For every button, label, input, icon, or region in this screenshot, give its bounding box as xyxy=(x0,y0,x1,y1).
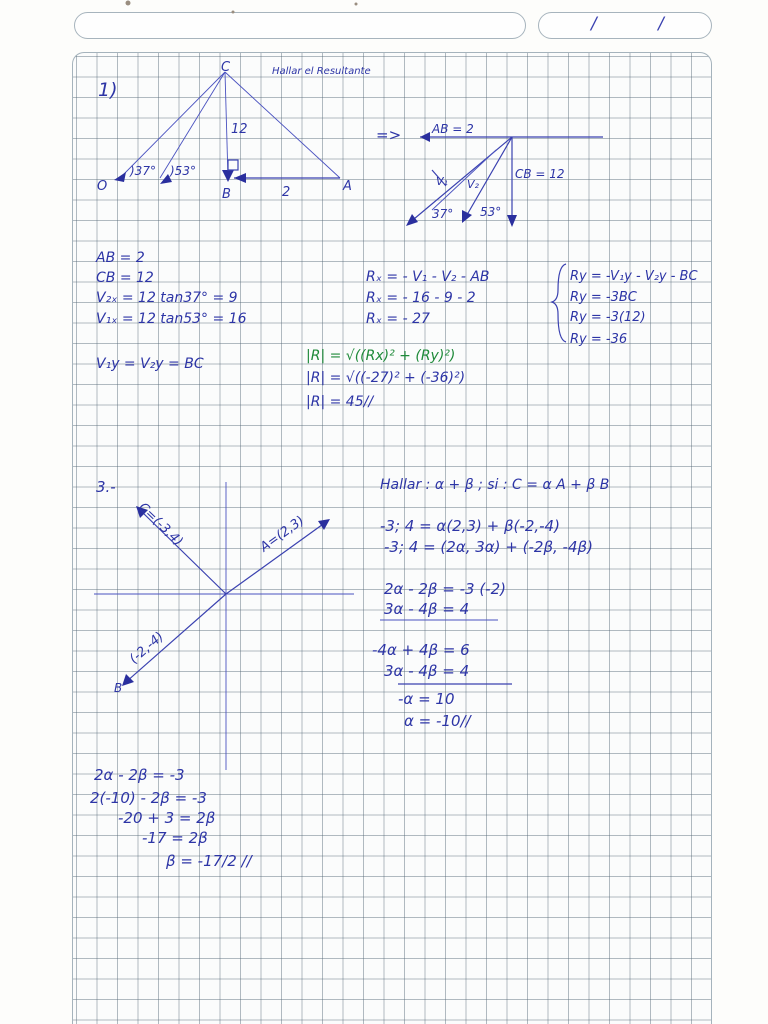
line-oc xyxy=(120,72,225,178)
vector-b-label: (-2,-4) xyxy=(126,629,167,668)
solution-line: -α = 10 xyxy=(398,690,455,708)
paper-mark xyxy=(355,3,358,6)
given-line: V₂ₓ = 12 tan37° = 9 xyxy=(96,290,238,306)
angle-53: )53° xyxy=(170,164,196,178)
system-line: 3α - 4β = 4 xyxy=(384,600,470,618)
ry-line: Ry = -3(12) xyxy=(570,310,646,325)
problem3-number: 3.- xyxy=(96,478,116,496)
ry-line: Ry = -V₁y - V₂y - BC xyxy=(570,269,698,284)
system-line: 2α - 2β = -3 (-2) xyxy=(384,580,506,598)
label-v1: V₁ xyxy=(436,175,448,188)
angle-53-fig2: 53° xyxy=(480,205,502,219)
arrow-head xyxy=(318,519,330,530)
label-a: A xyxy=(343,179,352,194)
label-ab: AB = 2 xyxy=(432,122,474,136)
problem1-components xyxy=(366,264,698,347)
arrow-head xyxy=(406,214,418,226)
problem1-givens xyxy=(95,250,247,372)
problem3-vector-plot xyxy=(94,482,354,770)
v-equality: V₁y = V₂y = BC xyxy=(96,356,204,372)
problem1-figure1 xyxy=(97,60,352,202)
vector-c-label: C=(-3,4) xyxy=(135,500,186,550)
r-formula: |R| = √((Rx)² + (Ry)²) xyxy=(306,348,456,364)
problem1-title: Hallar el Resultante xyxy=(272,66,371,77)
arrow-head xyxy=(222,170,234,182)
rx-line: Rₓ = - 27 xyxy=(366,311,430,327)
substitution-line: -20 + 3 = 2β xyxy=(118,809,216,827)
arrow-head xyxy=(507,215,517,227)
substitution-line: 2(-10) - 2β = -3 xyxy=(90,789,207,807)
label-length-2: 2 xyxy=(282,185,291,200)
equation-line: -3; 4 = (2α, 3α) + (-2β, -4β) xyxy=(384,538,593,556)
point-b-label: B xyxy=(114,681,123,695)
line-v1 xyxy=(160,72,225,178)
given-line: AB = 2 xyxy=(96,250,145,266)
arrow-head xyxy=(420,132,430,142)
date-slashes: / / xyxy=(591,14,692,34)
vector-a-label: A=(2,3) xyxy=(257,513,308,556)
problem3-title: Hallar : α + β ; si : C = α A + β B xyxy=(380,477,610,493)
solution-beta: β = -17/2 // xyxy=(166,852,252,870)
vector-b xyxy=(126,594,226,682)
brace xyxy=(552,264,566,342)
problem1-figure2 xyxy=(376,122,603,227)
label-height-12: 12 xyxy=(231,122,248,137)
paper-mark xyxy=(126,1,131,6)
paper-mark xyxy=(232,11,235,14)
ry-line: Ry = -36 xyxy=(570,332,628,347)
arrow-head xyxy=(114,172,126,182)
label-b: B xyxy=(222,187,231,202)
problem1-number: 1) xyxy=(98,79,118,101)
substitution-line: -17 = 2β xyxy=(142,829,208,847)
system2-line: -4α + 4β = 6 xyxy=(372,641,470,659)
angle-37-fig2: 37° xyxy=(432,207,454,221)
substitution-line: 2α - 2β = -3 xyxy=(94,766,185,784)
label-c: C xyxy=(221,60,231,75)
r-calc: |R| = √((-27)² + (-36)²) xyxy=(306,370,466,386)
label-o: O xyxy=(97,179,108,194)
r-result: |R| = 45// xyxy=(306,394,374,410)
right-angle-mark xyxy=(228,160,238,170)
ry-line: Ry = -3BC xyxy=(570,290,637,305)
rx-line: Rₓ = - V₁ - V₂ - AB xyxy=(366,269,490,285)
arrow-head xyxy=(462,210,472,223)
arrow-head xyxy=(234,173,246,183)
solution-alpha: α = -10// xyxy=(404,712,471,730)
equation-line: -3; 4 = α(2,3) + β(-2,-4) xyxy=(380,517,560,535)
angle-37: )37° xyxy=(130,164,156,178)
implies-arrow: => xyxy=(376,126,402,144)
system2-line: 3α - 4β = 4 xyxy=(384,662,470,680)
given-line: CB = 12 xyxy=(96,270,154,286)
rx-line: Rₓ = - 16 - 9 - 2 xyxy=(366,290,476,306)
label-cb: CB = 12 xyxy=(515,167,565,181)
problem1-resultant xyxy=(306,348,465,410)
label-v2: V₂ xyxy=(467,178,479,191)
problem3-substitution xyxy=(90,766,254,870)
given-line: V₁ₓ = 12 tan53° = 16 xyxy=(96,311,247,327)
problem3-solution xyxy=(372,477,609,730)
